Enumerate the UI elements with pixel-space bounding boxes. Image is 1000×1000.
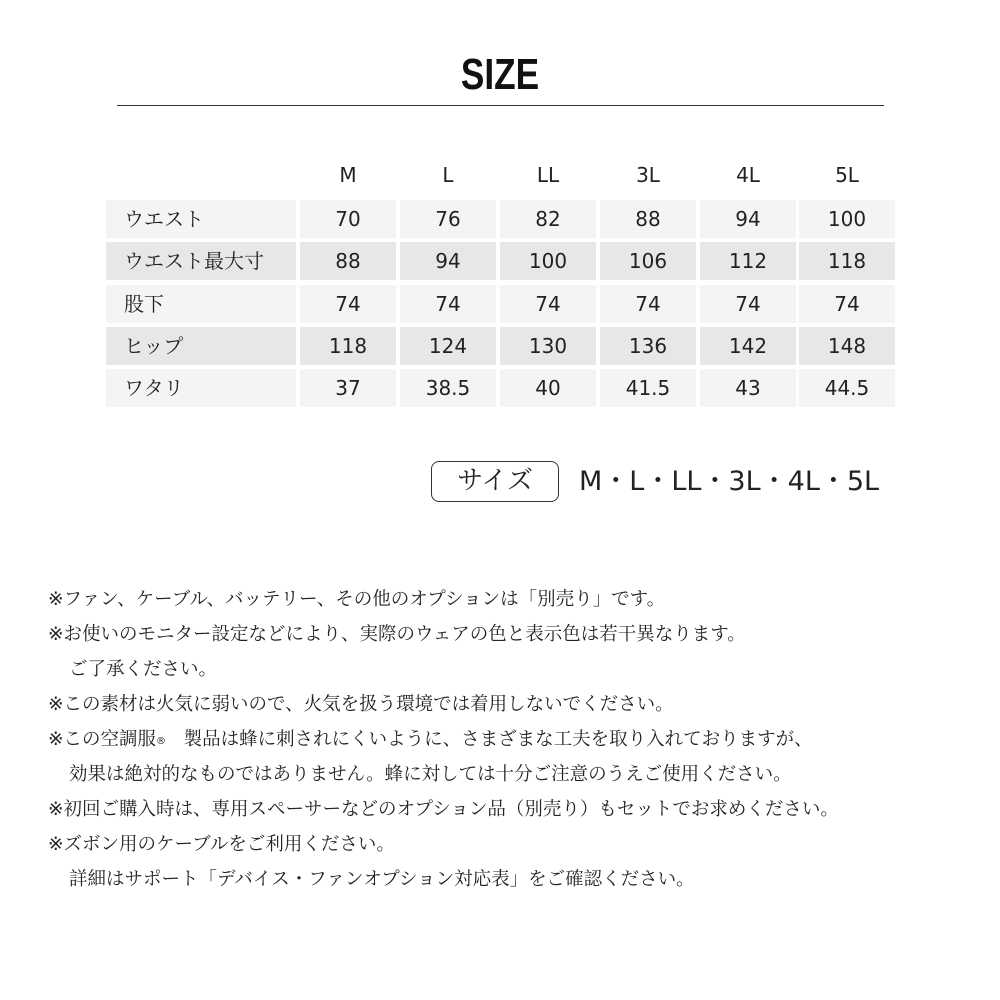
table-cell: 100 <box>799 200 895 238</box>
table-row <box>0 242 1000 280</box>
table-cell: 94 <box>700 200 796 238</box>
note-line: ※ズボン用のケーブルをご利用ください。 <box>48 834 395 855</box>
table-row <box>0 285 1000 323</box>
table-cell: 41.5 <box>600 369 696 407</box>
row-label: ウエスト <box>106 200 296 238</box>
row-label: ヒップ <box>106 327 296 365</box>
size-label-badge: サイズ <box>431 461 559 502</box>
table-cell: 112 <box>700 242 796 280</box>
note-line: ご了承ください。 <box>69 659 218 680</box>
table-cell: 88 <box>300 242 396 280</box>
table-cell: 94 <box>400 242 496 280</box>
row-label: ワタリ <box>106 369 296 407</box>
table-cell: 40 <box>500 369 596 407</box>
column-header: 3L <box>636 163 660 187</box>
note-line: ※初回ご購入時は、専用スペーサーなどのオプション品（別売り）もセットでお求めください。 <box>48 799 839 820</box>
table-cell: 142 <box>700 327 796 365</box>
table-cell: 106 <box>600 242 696 280</box>
table-cell: 44.5 <box>799 369 895 407</box>
page-title: SIZE <box>460 50 540 99</box>
title-divider <box>117 105 884 106</box>
registered-mark: ® <box>156 736 167 747</box>
column-header: M <box>339 163 357 187</box>
note-line: ※お使いのモニター設定などにより、実際のウェアの色と表示色は若干異なります。 <box>48 624 746 645</box>
table-cell: 43 <box>700 369 796 407</box>
table-cell: 74 <box>799 285 895 323</box>
note-text: ※この空調服 <box>48 729 157 750</box>
note-line: ※ファン、ケーブル、バッテリー、その他のオプションは「別売り」です。 <box>48 589 666 610</box>
note-line: 効果は絶対的なものではありません。蜂に対しては十分ご注意のうえご使用ください。 <box>69 764 792 785</box>
table-cell: 136 <box>600 327 696 365</box>
table-cell: 118 <box>799 242 895 280</box>
table-cell: 82 <box>500 200 596 238</box>
table-cell: 74 <box>400 285 496 323</box>
table-row <box>0 327 1000 365</box>
note-text: 製品は蜂に刺されにくいように、さまざまな工夫を取り入れておりますが、 <box>183 729 813 750</box>
table-cell: 74 <box>300 285 396 323</box>
size-table-header <box>0 160 1000 190</box>
table-cell: 76 <box>400 200 496 238</box>
table-row <box>0 369 1000 407</box>
size-list: M・L・LL・3L・4L・5L <box>579 466 880 497</box>
column-header: 5L <box>835 163 859 187</box>
column-header: 4L <box>736 163 760 187</box>
table-cell: 148 <box>799 327 895 365</box>
table-cell: 74 <box>500 285 596 323</box>
note-line <box>48 722 813 757</box>
note-line: ※この素材は火気に弱いので、火気を扱う環境では着用しないでください。 <box>48 694 674 715</box>
column-header: LL <box>536 163 560 187</box>
row-label: 股下 <box>106 285 296 323</box>
table-cell: 37 <box>300 369 396 407</box>
table-cell: 70 <box>300 200 396 238</box>
table-cell: 74 <box>600 285 696 323</box>
row-label: ウエスト最大寸 <box>106 242 296 280</box>
table-cell: 74 <box>700 285 796 323</box>
table-cell: 88 <box>600 200 696 238</box>
table-cell: 100 <box>500 242 596 280</box>
table-row <box>0 200 1000 238</box>
table-cell: 130 <box>500 327 596 365</box>
table-cell: 124 <box>400 327 496 365</box>
note-line: 詳細はサポート「デバイス・ファンオプション対応表」をご確認ください。 <box>69 869 695 890</box>
column-header: L <box>442 163 454 187</box>
table-cell: 38.5 <box>400 369 496 407</box>
table-cell: 118 <box>300 327 396 365</box>
